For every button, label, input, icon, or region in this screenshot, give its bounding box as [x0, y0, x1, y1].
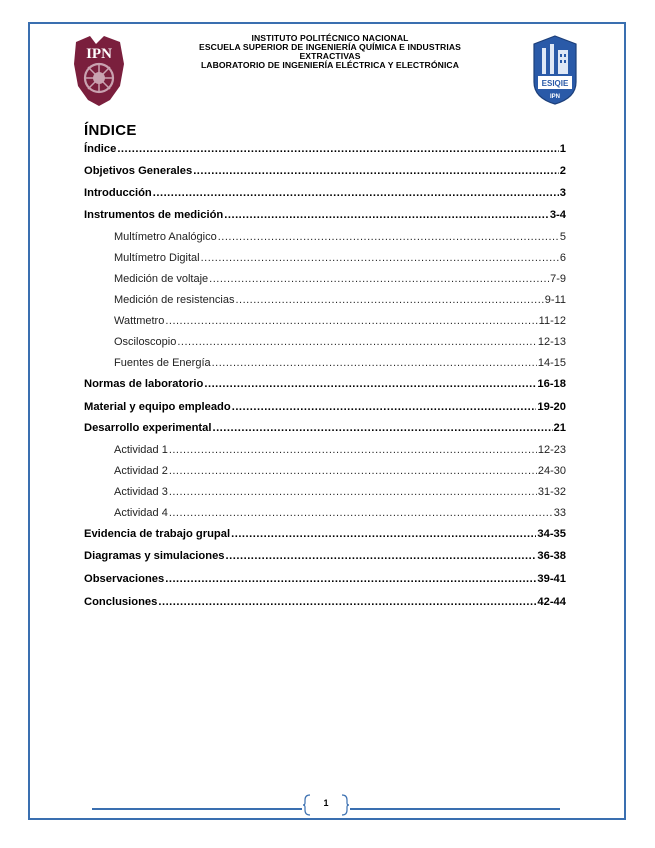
toc-entry-page: 12-13 — [537, 336, 566, 348]
toc-entry-page: 24-30 — [537, 465, 566, 477]
toc-entry-page: 42-44 — [537, 596, 566, 608]
toc-entry-title: Observaciones — [84, 573, 165, 585]
toc-entry-multimetro-analogico[interactable] — [114, 230, 566, 244]
toc-entry-actividad-4[interactable] — [114, 506, 566, 520]
toc-entry-indice[interactable] — [84, 142, 566, 156]
toc-entry-title: Normas de laboratorio — [84, 378, 204, 390]
toc-heading: ÍNDICE — [84, 122, 137, 139]
institution-header — [140, 34, 520, 70]
toc-entry-page: 36-38 — [537, 550, 566, 562]
svg-text:ESIQIE: ESIQIE — [541, 79, 569, 88]
toc-entry-medicion-resistencias[interactable] — [114, 293, 566, 307]
toc-entry-title: Diagramas y simulaciones — [84, 550, 225, 562]
svg-text:IPN: IPN — [549, 94, 561, 100]
toc-entry-page: 11-12 — [538, 315, 566, 327]
toc-entry-title: Actividad 2 — [114, 465, 168, 477]
toc-entry-page: 3-4 — [549, 209, 566, 221]
toc-entry-title: Conclusiones — [84, 596, 158, 608]
school-name-cont: EXTRACTIVAS — [299, 51, 361, 61]
toc-entry-title: Índice — [84, 143, 117, 155]
toc-entry-title: Osciloscopio — [114, 336, 177, 348]
toc-entry-medicion-voltaje[interactable] — [114, 272, 566, 286]
ipn-logo — [70, 34, 128, 108]
toc-entry-fuentes-energia[interactable] — [114, 356, 566, 370]
toc-entry-page: 19-20 — [537, 401, 566, 413]
toc-entry-objetivos[interactable] — [84, 164, 566, 178]
toc-entry-wattmetro[interactable] — [114, 314, 566, 328]
institution-name: INSTITUTO POLITÉCNICO NACIONAL — [251, 33, 409, 43]
toc-entry-multimetro-digital[interactable] — [114, 251, 566, 265]
toc-entry-page: 12-23 — [537, 444, 566, 456]
toc-entry-title: Instrumentos de medición — [84, 209, 224, 221]
toc-entry-conclusiones[interactable] — [84, 595, 566, 609]
toc-entry-title: Evidencia de trabajo grupal — [84, 528, 231, 540]
toc-entry-title: Multímetro Analógico — [114, 231, 217, 243]
esiqie-logo — [532, 34, 578, 106]
toc-entry-title: Objetivos Generales — [84, 165, 193, 177]
toc-entry-actividad-3[interactable] — [114, 485, 566, 499]
toc-entry-page: 7-9 — [550, 273, 566, 285]
toc-entry-page: 39-41 — [537, 573, 566, 585]
toc-entry-title: Medición de voltaje — [114, 273, 209, 285]
toc-entry-diagramas[interactable] — [84, 549, 566, 563]
toc-entry-title: Medición de resistencias — [114, 294, 235, 306]
toc-entry-evidencia[interactable] — [84, 527, 566, 541]
toc-entry-actividad-1[interactable] — [114, 443, 566, 457]
toc-entry-page: 34-35 — [537, 528, 566, 540]
toc-entry-page: 5 — [559, 231, 566, 243]
toc-entry-observaciones[interactable] — [84, 572, 566, 586]
toc-entry-page: 31-32 — [537, 486, 566, 498]
toc-entry-actividad-2[interactable] — [114, 464, 566, 478]
document-header — [60, 30, 600, 110]
toc-entry-osciloscopio[interactable] — [114, 335, 566, 349]
toc-entry-title: Introducción — [84, 187, 152, 199]
toc-entry-title: Desarrollo experimental — [84, 422, 212, 434]
toc-entry-page: 33 — [553, 507, 566, 519]
toc-entry-page: 9-11 — [544, 294, 566, 306]
toc-entry-title: Fuentes de Energía — [114, 357, 211, 369]
toc-entry-title: Material y equipo empleado — [84, 401, 231, 413]
toc-entry-title: Wattmetro — [114, 315, 165, 327]
toc-entry-page: 1 — [559, 143, 566, 155]
page-number-box — [302, 794, 350, 816]
toc-entry-title: Actividad 3 — [114, 486, 168, 498]
toc-entry-normas[interactable] — [84, 377, 566, 391]
toc-entry-page: 16-18 — [537, 378, 566, 390]
toc-entry-page: 21 — [553, 422, 566, 434]
laboratory-name: LABORATORIO DE INGENIERÍA ELÉCTRICA Y ELECTRÓNICA — [200, 60, 460, 70]
school-name: ESCUELA SUPERIOR DE INGENIERÍA QUÍMICA E INDUSTRIAS — [199, 42, 461, 52]
svg-text:IPN: IPN — [86, 46, 112, 62]
toc-entry-instrumentos[interactable] — [84, 208, 566, 222]
toc-entry-desarrollo[interactable] — [84, 421, 566, 435]
toc-entry-introduccion[interactable] — [84, 186, 566, 200]
toc-entry-title: Actividad 4 — [114, 507, 168, 519]
page-number: 1 — [323, 798, 329, 808]
toc-entry-title: Multímetro Digital — [114, 252, 200, 264]
toc-entry-page: 6 — [559, 252, 566, 264]
toc-entry-page: 2 — [559, 165, 566, 177]
toc-entry-material[interactable] — [84, 400, 566, 414]
toc-entry-page: 14-15 — [537, 357, 566, 369]
toc-entry-page: 3 — [559, 187, 566, 199]
toc-entry-title: Actividad 1 — [114, 444, 168, 456]
